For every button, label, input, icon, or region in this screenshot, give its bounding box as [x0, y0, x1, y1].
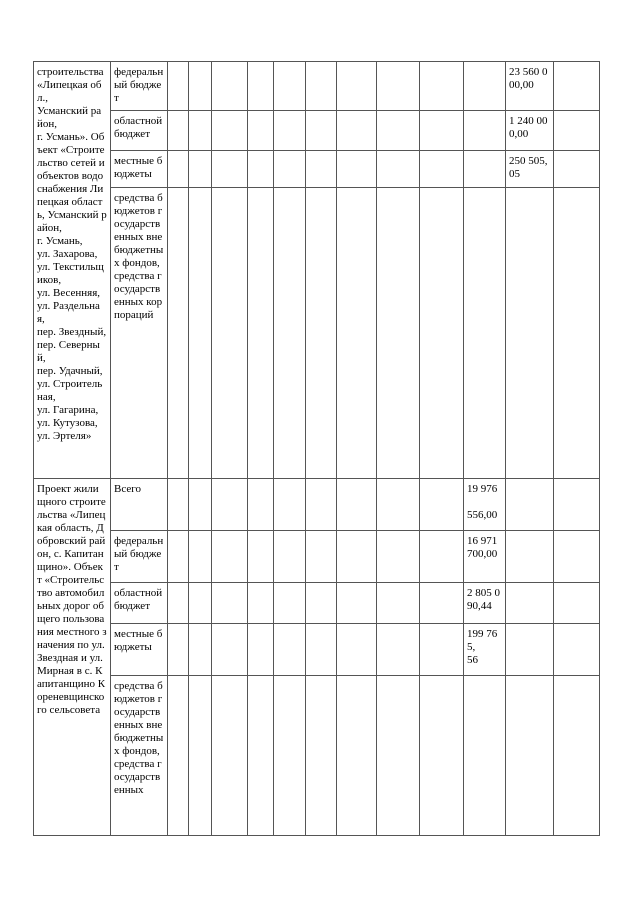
- amount-cell: [506, 188, 554, 479]
- amount-cell: 19 976 556,00: [464, 479, 506, 531]
- table-row: [34, 479, 600, 531]
- funding-source: Всего: [111, 479, 168, 531]
- amount-cell: 2 805 090,44: [464, 583, 506, 624]
- funding-source: областной бюджет: [111, 583, 168, 624]
- table-row: [34, 531, 600, 583]
- table-row: [34, 583, 600, 624]
- table-row: [34, 111, 600, 151]
- amount-cell: 23 560 000,00: [506, 62, 554, 111]
- funding-source: средства бюджетов государственных внебюджетных фондов, средства государственных корпораций: [111, 188, 168, 479]
- budget-table: [33, 61, 600, 836]
- amount-cell: 1 240 000,00: [506, 111, 554, 151]
- funding-source: федеральный бюджет: [111, 531, 168, 583]
- object-description: Проект жилищного строительства «Липецкая область, Добровский район, с. Капитанщино». Объект «Строительство автомобильных дорог общего пользования местного значения по ул. Звездная и ул. Мирная в с. Капитанщино Кореневщинского сельсовета: [34, 479, 111, 836]
- funding-source: федеральный бюджет: [111, 62, 168, 111]
- amount-cell: [464, 62, 506, 111]
- amount-cell: [506, 676, 554, 836]
- amount-cell: [464, 151, 506, 188]
- amount-cell: [506, 583, 554, 624]
- funding-source: средства бюджетов государственных внебюджетных фондов, средства государственных: [111, 676, 168, 836]
- funding-source: областной бюджет: [111, 111, 168, 151]
- funding-source: местные бюджеты: [111, 151, 168, 188]
- amount-cell: [506, 624, 554, 676]
- table-row: [34, 151, 600, 188]
- funding-source: местные бюджеты: [111, 624, 168, 676]
- table-row: [34, 188, 600, 479]
- amount-cell: [464, 676, 506, 836]
- object-description: строительства «Липецкая обл., Усманский район, г. Усмань». Объект «Строительство сетей и объектов водоснабжения Липецкая область, Усманский район, г. Усмань, ул. Захарова, ул. Текстильщиков, ул. Весенняя, ул. Раздельная, пер. Звездный, пер. Северный, пер. Удачный, ул. Строительная, ул. Гагарина, ул. Кутузова, ул. Эртеля»: [34, 62, 111, 479]
- amount-cell: [464, 111, 506, 151]
- amount-cell: [464, 188, 506, 479]
- table-row: [34, 62, 600, 111]
- amount-cell: [506, 531, 554, 583]
- amount-cell: 16 971 700,00: [464, 531, 506, 583]
- amount-cell: [506, 479, 554, 531]
- table-row: [34, 676, 600, 836]
- amount-cell: 199 765, 56: [464, 624, 506, 676]
- amount-cell: 250 505,05: [506, 151, 554, 188]
- table-row: [34, 624, 600, 676]
